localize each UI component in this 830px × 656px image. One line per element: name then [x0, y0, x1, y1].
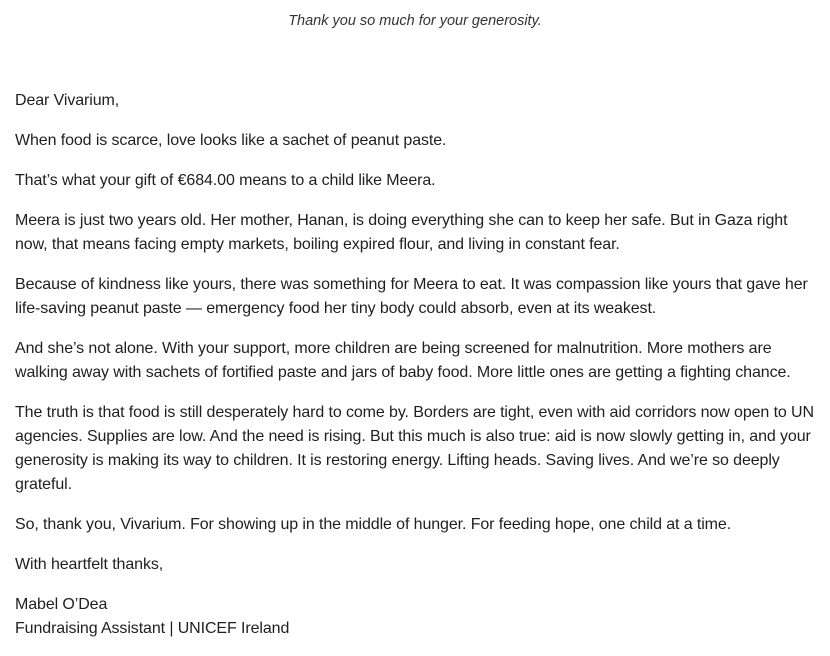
letter-salutation: Dear Vivarium, — [15, 92, 120, 109]
letter-content — [15, 89, 818, 641]
letter-paragraph-1: When food is scarce, love looks like a sachet of peanut paste. — [15, 132, 447, 149]
header-thank-you-note: Thank you so much for your generosity. — [288, 13, 542, 29]
letter-paragraph-6: The truth is that food is still desperately hard to come by. Borders are tight, even with aid corridors now open to UN agencies. Supplies are low. And the need is rising. But this much is also true: aid is now slowly getting in, and your generosity is making its way to children. It is restoring energy. Lifting heads. Saving lives. And we’re so deeply grateful. — [15, 404, 814, 493]
signature-block — [15, 593, 818, 641]
signature-title: Fundraising Assistant | UNICEF Ireland — [15, 620, 290, 637]
letter-closing: With heartfelt thanks, — [15, 556, 164, 573]
letter-paragraph-2: That’s what your gift of €684.00 means to a child like Meera. — [15, 172, 436, 189]
letter-paragraph-7: So, thank you, Vivarium. For showing up in the middle of hunger. For feeding hope, one child at a time. — [15, 516, 732, 533]
letter-paragraph-3: Meera is just two years old. Her mother, Hanan, is doing everything she can to keep her safe. But in Gaza right now, that means facing empty markets, boiling expired flour, and living in constant fear. — [15, 212, 788, 253]
letter-paragraph-5: And she’s not alone. With your support, more children are being screened for malnutrition. More mothers are walking away with sachets of fortified paste and jars of baby food. More little ones are getting a fighting chance. — [15, 340, 791, 381]
signature-name: Mabel O’Dea — [15, 596, 108, 613]
letter-paragraph-4: Because of kindness like yours, there was something for Meera to eat. It was compassion like yours that gave her life-saving peanut paste — emergency food her tiny body could absorb, even at its weakest. — [15, 276, 808, 317]
